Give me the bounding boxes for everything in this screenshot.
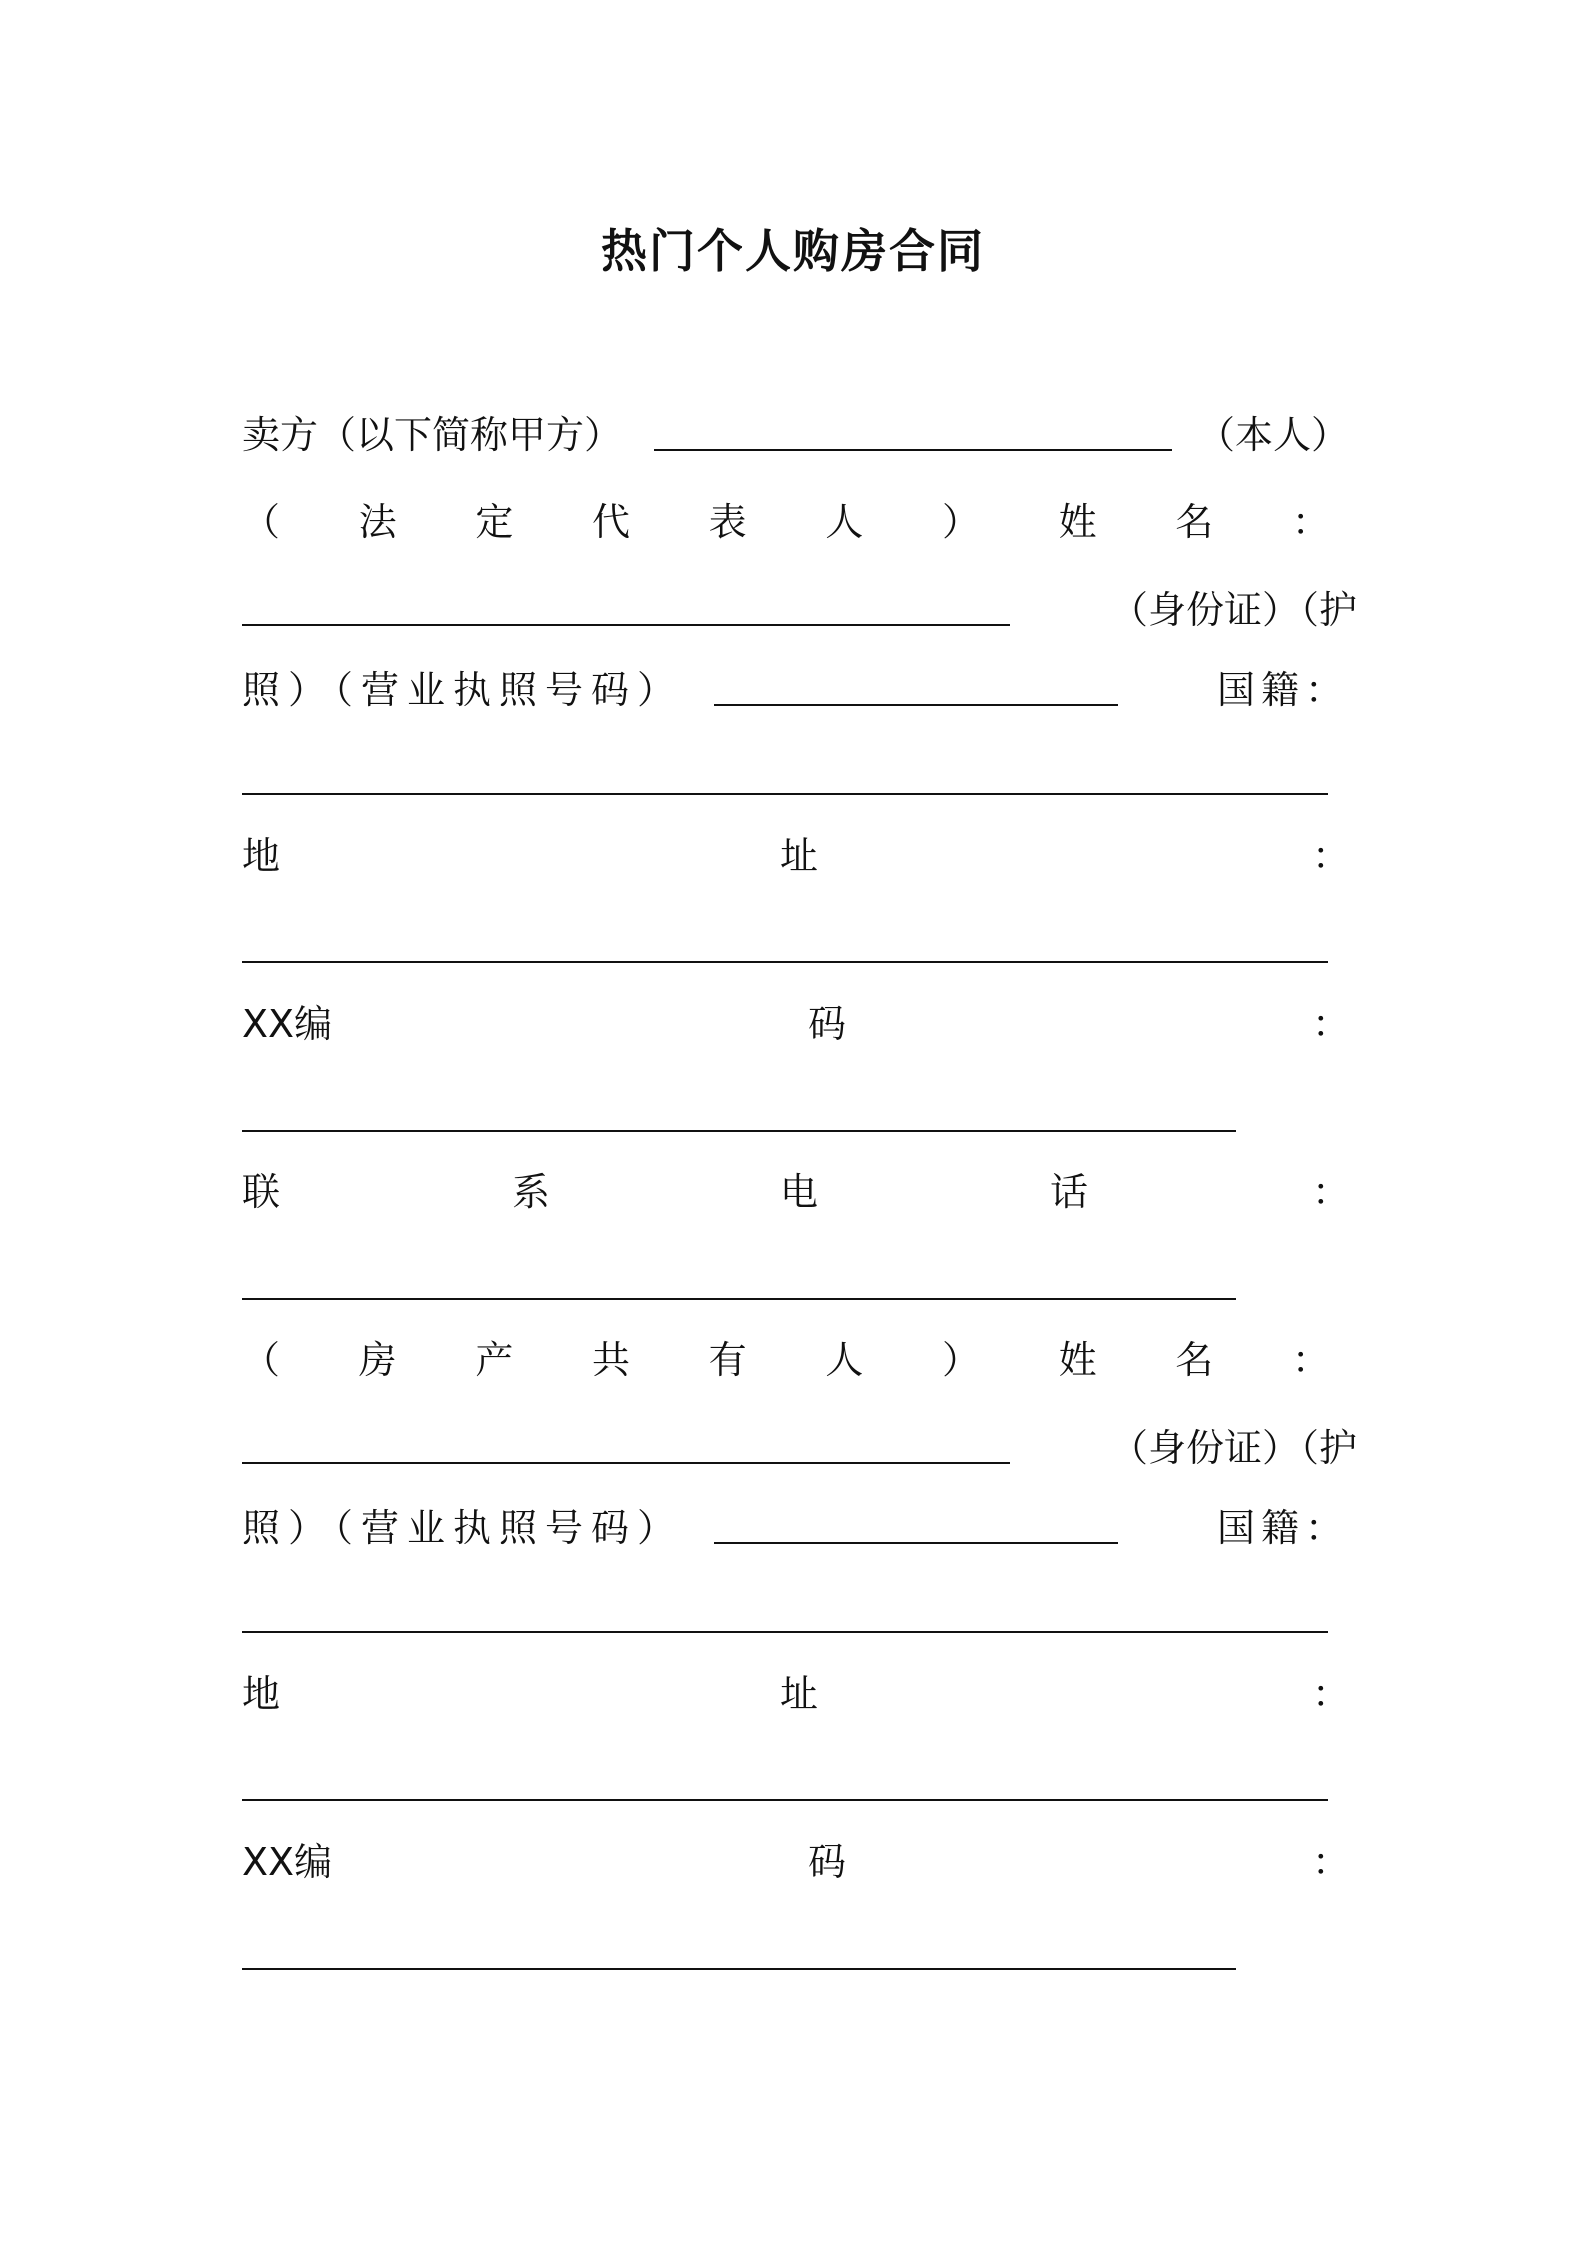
co-owner-char: ） [941, 1338, 980, 1382]
passport-label: 照）（营业执照号码） [242, 668, 684, 712]
legal-rep-line [242, 492, 1330, 552]
legal-rep-char: 法 [358, 500, 397, 544]
postcode-blank[interactable] [242, 1130, 1236, 1132]
co-owner-char: 房 [358, 1338, 397, 1382]
postcode-line [242, 994, 1351, 1054]
nationality-label: 国籍： [1217, 668, 1350, 712]
address-line [242, 826, 1351, 886]
co-owner-char: 姓 [1058, 1338, 1097, 1382]
co-owner-name-blank[interactable] [242, 1424, 1010, 1464]
legal-rep-char: 表 [708, 500, 747, 544]
address-char: 地 [242, 1672, 281, 1716]
legal-rep-char: （ [242, 500, 281, 544]
co-owner-char: 有 [708, 1338, 747, 1382]
address-colon: ： [1312, 834, 1351, 878]
address-blank[interactable] [242, 961, 1328, 963]
passport-line [242, 660, 1350, 720]
nationality-label: 国籍： [1217, 1506, 1350, 1550]
seller-self-label: （本人） [1197, 413, 1350, 457]
id-line [242, 580, 1358, 640]
legal-rep-char: ） [941, 500, 980, 544]
phone-char: 电 [780, 1170, 819, 1214]
phone-colon: ： [1312, 1170, 1351, 1214]
co-owner-passport-line [242, 1498, 1350, 1558]
legal-rep-char: 姓 [1058, 500, 1097, 544]
document-title: 热门个人购房合同 [601, 224, 985, 278]
co-owner-char: 名 [1175, 1338, 1214, 1382]
co-owner-char: 人 [825, 1338, 864, 1382]
phone-char: 话 [1050, 1170, 1089, 1214]
passport-label: 照）（营业执照号码） [242, 1506, 684, 1550]
seller-name-blank[interactable] [654, 411, 1172, 451]
seller-label: 卖方（以下简称甲方） [242, 413, 623, 457]
phone-char: 联 [242, 1170, 281, 1214]
co-owner-postcode-blank[interactable] [242, 1968, 1236, 1970]
co-owner-char: （ [242, 1338, 281, 1382]
co-owner-address-blank[interactable] [242, 1799, 1328, 1801]
id-label: （身份证）（护 [1110, 588, 1358, 632]
co-owner-char: ： [1291, 1338, 1330, 1382]
nationality-blank[interactable] [242, 793, 1328, 795]
legal-rep-char: ： [1291, 500, 1330, 544]
postcode-char: 码 [808, 1840, 847, 1884]
legal-rep-name-blank[interactable] [242, 586, 1010, 626]
phone-blank[interactable] [242, 1298, 1236, 1300]
legal-rep-char: 代 [591, 500, 630, 544]
co-owner-postcode-line [242, 1832, 1351, 1892]
postcode-char: 码 [808, 1002, 847, 1046]
phone-char: 系 [512, 1170, 551, 1214]
co-owner-address-line [242, 1664, 1351, 1724]
co-owner-char: 产 [475, 1338, 514, 1382]
co-owner-char: 共 [591, 1338, 630, 1382]
seller-line [242, 405, 1350, 465]
address-char: 址 [780, 1672, 819, 1716]
phone-line [242, 1162, 1351, 1222]
address-char: 地 [242, 834, 281, 878]
co-owner-line [242, 1330, 1330, 1390]
legal-rep-char: 名 [1175, 500, 1214, 544]
co-owner-id-line [242, 1418, 1358, 1478]
id-number-blank[interactable] [714, 666, 1118, 706]
legal-rep-char: 定 [475, 500, 514, 544]
address-colon: ： [1312, 1672, 1351, 1716]
id-label: （身份证）（护 [1110, 1426, 1358, 1470]
address-char: 址 [780, 834, 819, 878]
postcode-prefix: XX编 [242, 1002, 333, 1046]
co-owner-id-number-blank[interactable] [714, 1504, 1118, 1544]
postcode-colon: ： [1312, 1002, 1351, 1046]
postcode-colon: ： [1312, 1840, 1351, 1884]
postcode-prefix: XX编 [242, 1840, 333, 1884]
legal-rep-char: 人 [825, 500, 864, 544]
co-owner-nationality-blank[interactable] [242, 1631, 1328, 1633]
